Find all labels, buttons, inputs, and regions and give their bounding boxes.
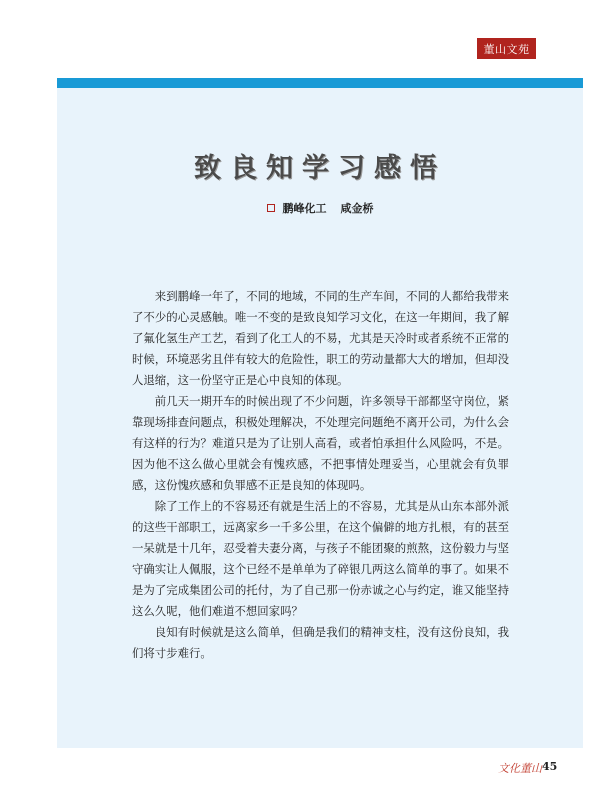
square-bullet-icon	[267, 204, 275, 212]
paragraph: 来到鹏峰一年了，不同的地域，不同的生产车间，不同的人都给我带来了不少的心灵感触。唯一不变的是致良知学习文化，在这一年期间，我了解了氟化氢生产工艺，看到了化工人的不易，尤其是天冷时或者系统不正常的时候，环境恶劣且伴有较大的危险性，职工的劳动量都大大的增加，但却没人退缩，这一份坚守正是心中良知的体现。	[132, 289, 509, 387]
article-title: 致良知学习感悟	[194, 153, 446, 184]
article-body	[132, 286, 509, 664]
paragraph: 良知有时候就是这么简单，但确是我们的精神支柱，没有这份良知，我们将寸步难行。	[132, 625, 509, 660]
byline-unit: 鹏峰化工	[282, 202, 327, 215]
paragraph: 除了工作上的不容易还有就是生活上的不容易，尤其是从山东本部外派的这些干部职工，远离家乡一千多公里，在这个偏僻的地方扎根，有的甚至一呆就是十几年，忍受着夫妻分离，与孩子不能团聚的煎熬，这份毅力与坚守确实让人佩服，这个已经不是单单为了碎银几两这么简单的事了。如果不是为了完成集团公司的托付，为了自己那一份赤诚之心与约定，谁又能坚持这么久呢，他们难道不想回家吗？	[132, 499, 509, 618]
section-tag: 董山文苑	[477, 38, 536, 59]
header-bar	[57, 78, 583, 88]
byline-author: 咸金桥	[340, 202, 374, 215]
footer-logo: 文化董山	[498, 762, 542, 775]
byline	[57, 200, 583, 216]
page-number: 45	[542, 760, 558, 773]
paragraph: 前几天一期开车的时候出现了不少问题，许多领导干部都坚守岗位，紧靠现场排查问题点，积极处理解决，不处理完问题绝不离开公司，为什么会有这样的行为？难道只是为了让别人高看，或者怕承担什么风险吗，不是。因为他不这么做心里就会有愧疚感，不把事情处理妥当，心里就会有负罪感，这份愧疚感和负罪感不正是良知的体现吗。	[132, 394, 509, 492]
